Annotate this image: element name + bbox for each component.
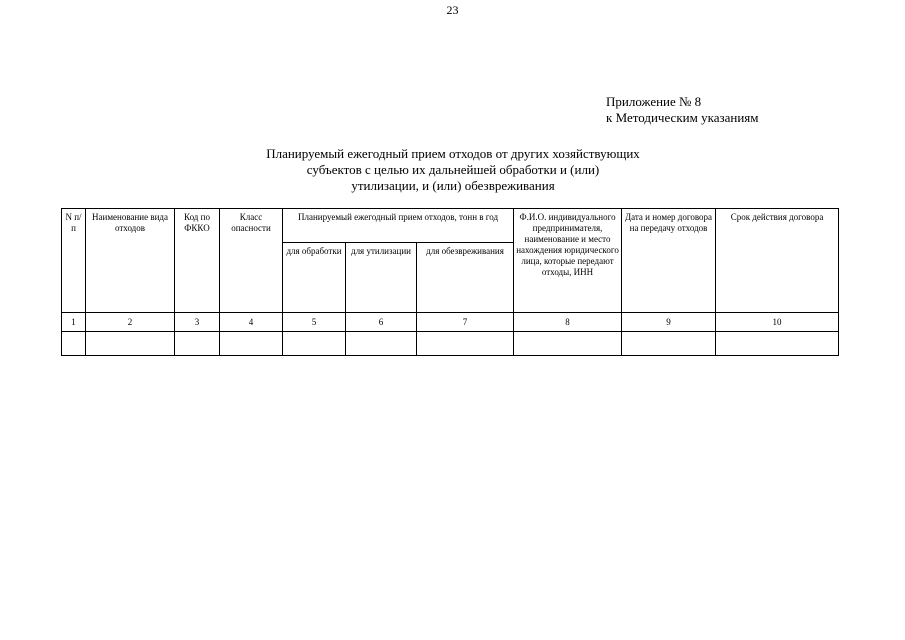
empty-data-row — [62, 332, 839, 356]
empty-cell — [220, 332, 283, 356]
column-number: 9 — [622, 313, 716, 332]
empty-cell — [716, 332, 839, 356]
title-line2: субъектов с целью их дальнейшей обработки и (или) — [306, 162, 600, 177]
empty-cell — [62, 332, 86, 356]
header-row-top — [62, 209, 839, 243]
document-title — [228, 146, 678, 194]
header-contract-term: Срок действия договора — [716, 209, 839, 313]
empty-cell — [346, 332, 417, 356]
empty-cell — [175, 332, 220, 356]
column-number: 2 — [86, 313, 175, 332]
header-planned-intake: Планируемый ежегодный прием отходов, тонн в год — [283, 209, 514, 243]
header-for-utilization: для утилизации — [346, 243, 417, 313]
column-number: 4 — [220, 313, 283, 332]
header-for-processing: для обработки — [283, 243, 346, 313]
column-number: 7 — [417, 313, 514, 332]
planned-waste-table — [61, 208, 839, 356]
column-number: 10 — [716, 313, 839, 332]
header-waste-name: Наименование вида отходов — [86, 209, 175, 313]
column-number: 1 — [62, 313, 86, 332]
title-line3: утилизации, и (или) обезвреживания — [351, 178, 555, 193]
header-fkko-code: Код по ФККО — [175, 209, 220, 313]
title-line1: Планируемый ежегодный прием отходов от других хозяйствующих — [266, 146, 640, 161]
column-number: 3 — [175, 313, 220, 332]
header-for-neutralization: для обезвреживания — [417, 243, 514, 313]
column-number-row — [62, 313, 839, 332]
header-contract: Дата и номер договора на передачу отходов — [622, 209, 716, 313]
column-number: 8 — [514, 313, 622, 332]
header-supplier-info: Ф.И.О. индивидуального предпринимателя, наименование и место нахождения юридического лица, которые передают отходы, ИНН — [514, 209, 622, 313]
header-hazard-class: Класс опасности — [220, 209, 283, 313]
page-number: 23 — [446, 3, 459, 17]
header-num: N п/п — [62, 209, 86, 313]
appendix-line1: Приложение № 8 — [606, 94, 702, 109]
empty-cell — [417, 332, 514, 356]
empty-cell — [622, 332, 716, 356]
appendix-block — [606, 94, 759, 126]
empty-cell — [86, 332, 175, 356]
appendix-line2: к Методическим указаниям — [606, 110, 759, 125]
column-number: 5 — [283, 313, 346, 332]
empty-cell — [514, 332, 622, 356]
column-number: 6 — [346, 313, 417, 332]
empty-cell — [283, 332, 346, 356]
